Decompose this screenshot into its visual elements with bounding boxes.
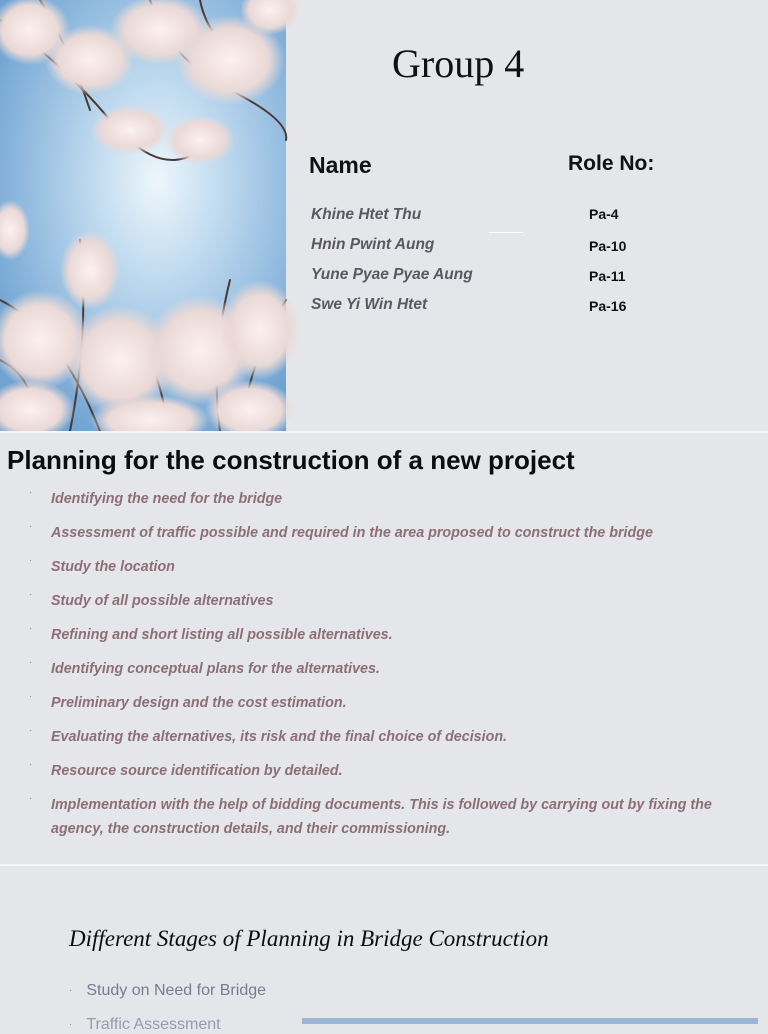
bullet-icon: · [29,623,33,634]
bullet-icon: · [29,555,33,566]
stage-text: Traffic Assessment [86,1016,221,1033]
planning-bullet-list [0,487,751,851]
bullet-text: Refining and short listing all possible alternatives. [51,627,393,643]
planning-slide [0,433,768,864]
list-item [0,759,751,783]
list-item [0,555,751,579]
bullet-icon: · [29,725,33,736]
bullet-text: Identifying the need for the bridge [51,491,283,507]
list-item [0,691,751,715]
list-item [69,1016,221,1034]
group-title: Group 4 [392,41,525,86]
bullet-text: Study the location [51,559,175,575]
member-role: Pa-16 [589,298,627,314]
bullet-text: Implementation with the help of bidding documents. This is followed by carrying out by fixing the agency, the construction details, and their commissioning. [51,797,712,837]
list-item [0,589,751,613]
slide-title: Different Stages of Planning in Bridge Construction [69,926,549,951]
bullet-icon: · [29,487,33,498]
stages-slide [0,866,768,1033]
bullet-text: Identifying conceptual plans for the alternatives. [51,661,380,677]
list-item [0,521,751,545]
bullet-text: Preliminary design and the cost estimation. [51,695,347,711]
bullet-icon: · [69,985,73,996]
bullet-icon: · [29,793,33,804]
name-column-header: Name [309,152,372,178]
image-edge [302,1018,758,1024]
list-item [0,623,751,647]
member-role: Pa-10 [589,238,627,254]
stage-text: Study on Need for Bridge [86,982,267,999]
bullet-text: Evaluating the alternatives, its risk and the final choice of decision. [51,729,508,745]
divider-dash [489,232,523,233]
bullet-icon: · [29,521,33,532]
bullet-icon: · [29,657,33,668]
member-name: Yune Pyae Pyae Aung [311,266,473,283]
member-name: Khine Htet Thu [311,206,422,223]
bullet-text: Resource source identification by detailed. [51,763,343,779]
list-item [0,725,751,749]
list-item [69,982,266,1000]
list-item [0,487,751,511]
member-role: Pa-11 [589,268,626,284]
bullet-icon: · [29,691,33,702]
list-item [0,657,751,681]
bullet-text: Study of all possible alternatives [51,593,274,609]
list-item [0,793,751,841]
bullet-icon: · [69,1019,73,1030]
cherry-blossom-photo [0,0,286,431]
role-column-header: Role No: [568,152,655,175]
slide-title: Planning for the construction of a new project [7,445,575,475]
bullet-icon: · [29,759,33,770]
bullet-text: Assessment of traffic possible and required in the area proposed to construct the bridge [51,525,653,541]
member-slide [0,0,768,431]
member-role: Pa-4 [589,206,619,222]
member-name: Hnin Pwint Aung [311,236,435,253]
bullet-icon: · [29,589,33,600]
member-name: Swe Yi Win Htet [311,296,428,313]
